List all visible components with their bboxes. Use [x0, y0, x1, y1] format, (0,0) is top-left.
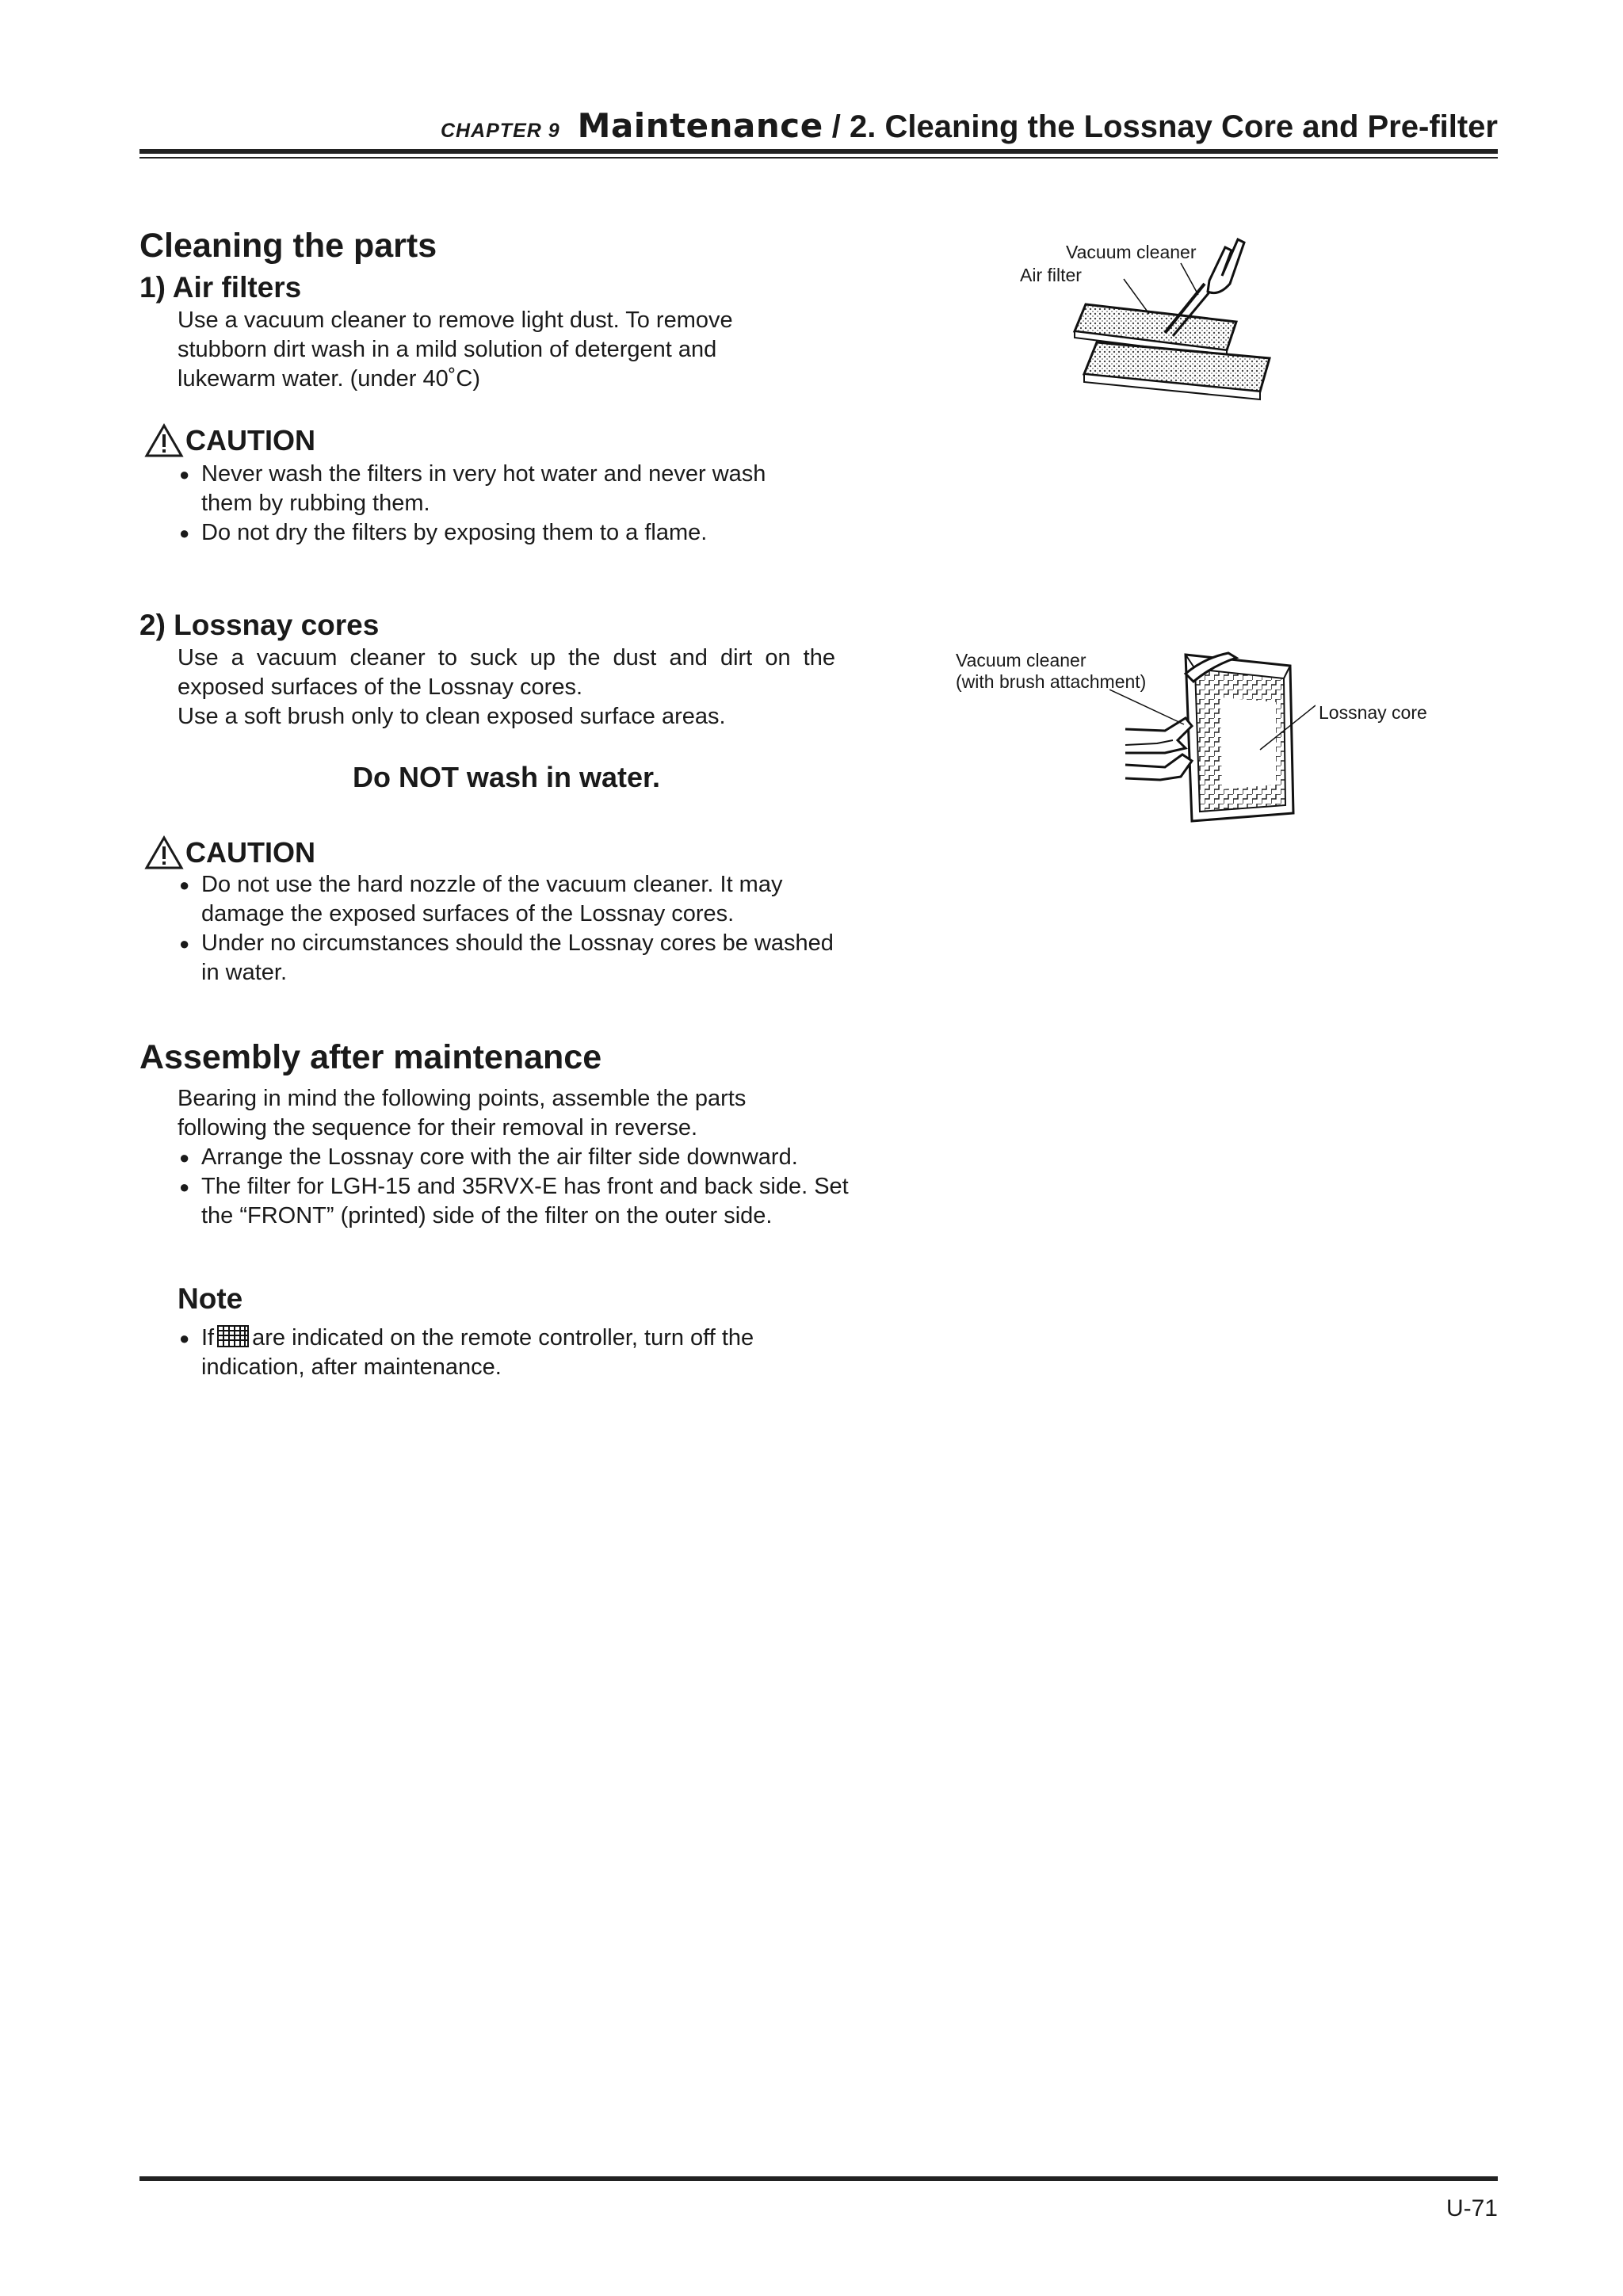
caution-item: ● Never wash the filters in very hot water and never wash them by rubbing them.: [178, 460, 812, 518]
label-vacuum-line1: Vacuum cleaner: [956, 650, 1086, 670]
note-text-after: are indicated on the remote controller, turn off the indication, after maintenance.: [201, 1325, 754, 1380]
label-vacuum-cleaner: Vacuum cleaner: [1066, 242, 1197, 262]
assembly-intro-text: Bearing in mind the following points, assemble the parts following the sequence for their removal in reverse.: [178, 1086, 747, 1140]
note-list: [178, 1324, 835, 1382]
caution-label: CAUTION: [185, 836, 315, 869]
air-filter-cautions: [178, 460, 812, 548]
section-title: Maintenance: [577, 106, 823, 145]
assembly-point: ● Arrange the Lossnay core with the air filter side downward.: [178, 1143, 851, 1172]
subsection-title: / 2. Cleaning the Lossnay Core and Pre-filter: [823, 109, 1498, 144]
page-header: [139, 106, 1498, 151]
caution-item: ● Under no circumstances should the Lossnay cores be washed in water.: [178, 929, 835, 988]
caution-heading-1: [144, 423, 315, 458]
lossnay-cores-heading: 2) Lossnay cores: [139, 609, 380, 641]
note-item: [178, 1324, 835, 1382]
assembly-point: ● The filter for LGH-15 and 35RVX-E has front and back side. Set the “FRONT” (printed) side of the filter on the outer side.: [178, 1172, 851, 1231]
header-rule-thin: [139, 157, 1498, 159]
filter-indicator-icon: [217, 1325, 249, 1347]
warning-icon: [144, 835, 184, 870]
label-vacuum-brush: [956, 650, 1146, 693]
caution-item: ● Do not use the hard nozzle of the vacuum cleaner. It may damage the exposed surfaces of the Lossnay cores.: [178, 870, 835, 929]
label-air-filter: Air filter: [1020, 265, 1082, 285]
lossnay-cautions: [178, 870, 835, 988]
lossnay-paragraph-1: Use a vacuum cleaner to suck up the dust and dirt on the exposed surfaces of the Lossnay cores.: [178, 645, 835, 700]
lossnay-cores-text: [178, 644, 835, 732]
label-lossnay-core: Lossnay core: [1319, 702, 1427, 723]
label-vacuum-line2: (with brush attachment): [956, 671, 1147, 692]
note-text-before: If: [201, 1325, 215, 1350]
note-heading: Note: [178, 1282, 243, 1315]
caution-heading-2: [144, 835, 315, 870]
assembly-intro: [178, 1084, 835, 1143]
air-filters-paragraph: Use a vacuum cleaner to remove light dust. To remove stubborn dirt wash in a mild solution of detergent and lukewarm water. (under 40˚C): [178, 308, 733, 392]
air-filters-text: [178, 306, 780, 394]
lossnay-paragraph-2: Use a soft brush only to clean exposed surface areas.: [178, 704, 726, 729]
page-number: U-71: [1445, 2195, 1498, 2222]
cleaning-title: Cleaning the parts: [139, 227, 437, 265]
caution-label: CAUTION: [185, 424, 315, 457]
assembly-points: [178, 1143, 851, 1231]
warning-icon: [144, 423, 184, 458]
footer-rule: [139, 2176, 1498, 2181]
no-water-warning: Do NOT wash in water.: [352, 761, 661, 793]
air-filters-heading: 1) Air filters: [139, 271, 302, 304]
header-rule: [139, 149, 1498, 154]
caution-item: ● Do not dry the filters by exposing them to a flame.: [178, 518, 812, 548]
assembly-title: Assembly after maintenance: [139, 1038, 602, 1076]
chapter-label: CHAPTER 9: [440, 120, 560, 142]
